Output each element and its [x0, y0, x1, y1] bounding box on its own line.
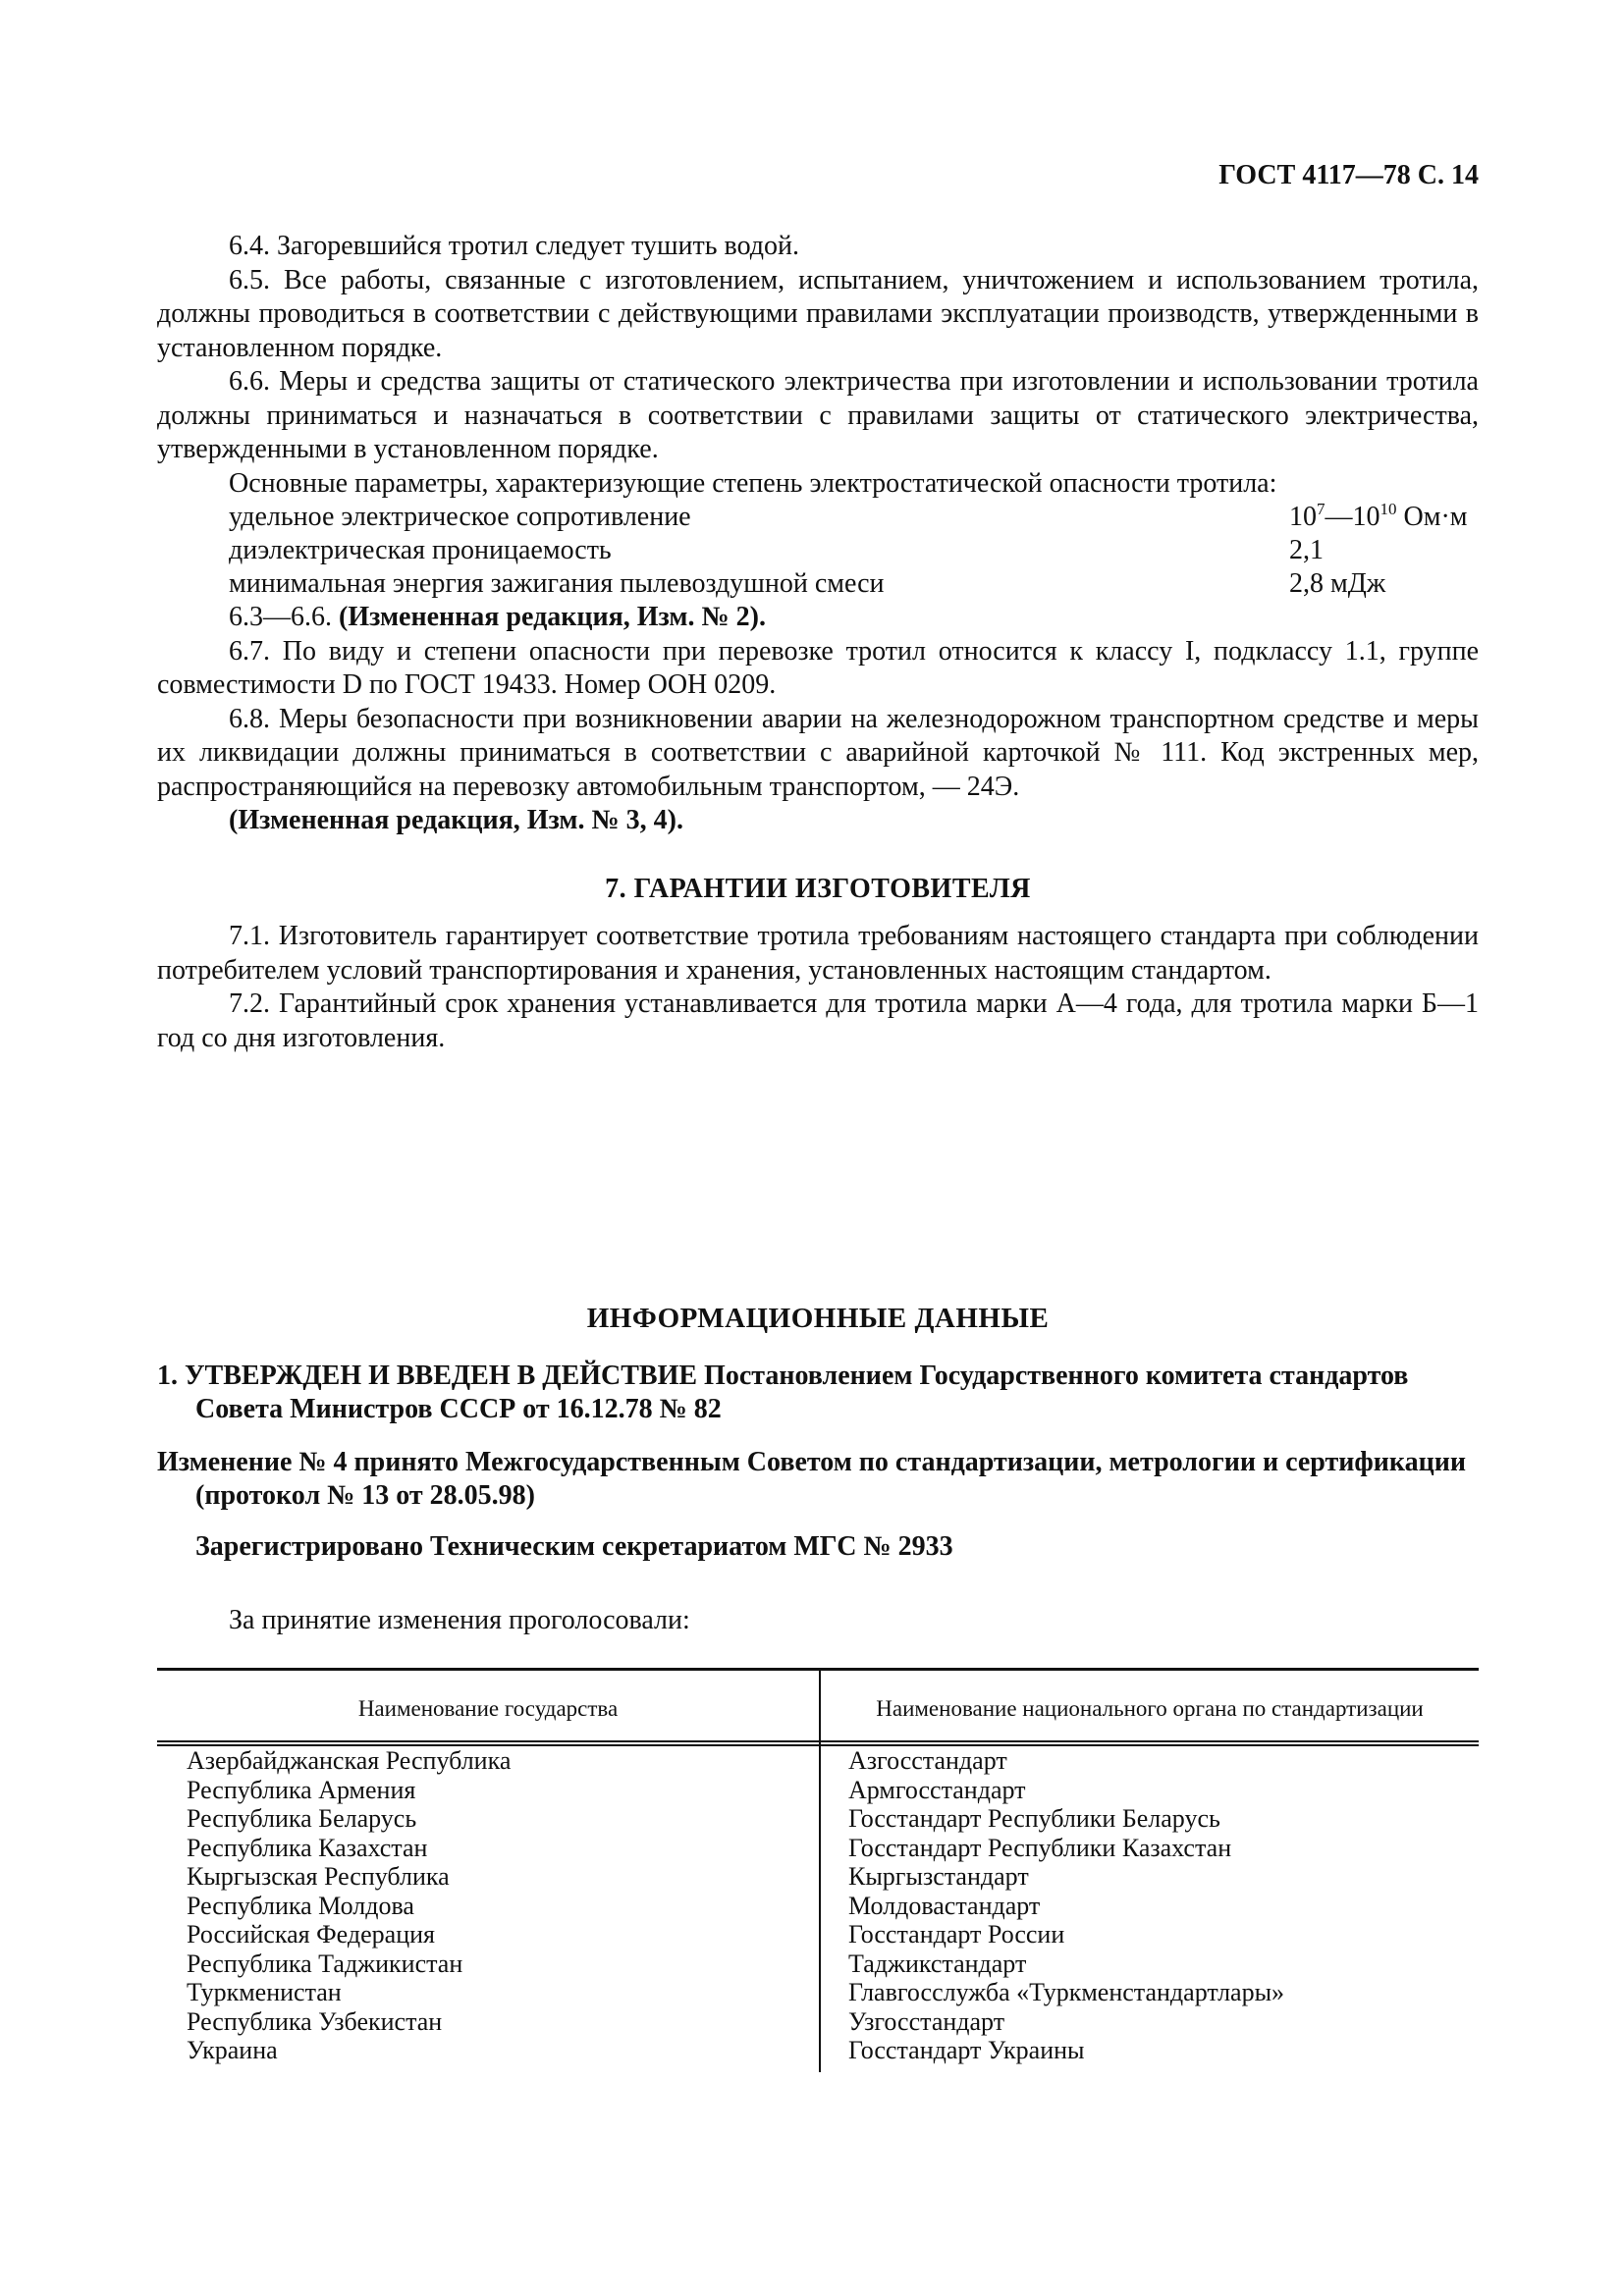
param-label: минимальная энергия зажигания пылевоздушной смеси: [229, 568, 885, 599]
info-amendment-4: [157, 1446, 1492, 1513]
table-cell-state: Российская Федерация: [187, 1920, 435, 1949]
paragraph-6-5: 6.5. Все работы, связанные с изготовлением, испытанием, уничтожением и использованием тротила, должны проводиться в соответствии с действующими правилами эксплуатации производств, утвержденными в установленном порядке.: [157, 264, 1479, 363]
info-title: ИНФОРМАЦИОННЫЕ ДАННЫЕ: [586, 1303, 1050, 1334]
amendment-note-6-3-6-6: 6.3—6.6. (Измененная редакция, Изм. № 2).: [229, 602, 766, 632]
param-value: 2,8 мДж: [1289, 568, 1386, 599]
running-header: ГОСТ 4117—78 С. 14: [1218, 160, 1479, 190]
table-cell-body: Госстандарт России: [848, 1920, 1065, 1949]
table-column-divider: [819, 1671, 821, 2072]
table-cell-body: Госстандарт Республики Казахстан: [848, 1833, 1232, 1862]
voted-intro: За принятие изменения проголосовали:: [229, 1605, 690, 1635]
table-cell-body: Госстандарт Украины: [848, 2036, 1085, 2064]
table-cell-state: Украина: [187, 2036, 278, 2064]
table-cell-body: Главгосслужба «Туркменстандартлары»: [848, 1978, 1285, 2006]
table-header-rule: [157, 1740, 1479, 1742]
section-7: [157, 920, 1479, 1055]
table-cell-body: Кыргызстандарт: [848, 1862, 1029, 1891]
table-column-bodies: [848, 1746, 1284, 2065]
amendment-4-line-2: (протокол № 13 от 28.05.98): [195, 1480, 535, 1511]
paragraph-7-1: 7.1. Изготовитель гарантирует соответствие тротила требованиям настоящего стандарта при соблюдении потребителем условий транспортирования и хранения, установленных настоящим стандартом.: [157, 921, 1479, 986]
section-6: [157, 230, 1479, 838]
paragraph-6-4: 6.4. Загоревшийся тротил следует тушить водой.: [229, 231, 799, 261]
params-intro: Основные параметры, характеризующие степень электростатической опасности тротила:: [229, 467, 1277, 499]
table-cell-state: Кыргызская Республика: [187, 1862, 450, 1891]
table-cell-state: Республика Армения: [187, 1775, 416, 1804]
param-value: 2,1: [1289, 535, 1324, 565]
param-row-resistivity: [229, 501, 1479, 534]
table-cell-state: Республика Таджикистан: [187, 1949, 463, 1978]
params-list: [157, 501, 1479, 601]
table-cell-state: Туркменистан: [187, 1978, 342, 2006]
param-row-permittivity: [229, 534, 1479, 567]
paragraph-6-7: 6.7. По виду и степени опасности при перевозке тротил относится к классу I, подклассу 1.1, группе совместимости D по ГОСТ 19433. Номер ООН 0209.: [157, 635, 1479, 700]
table-top-rule: [157, 1668, 1479, 1671]
table-cell-body: Госстандарт Республики Беларусь: [848, 1804, 1220, 1833]
registered-note: Зарегистрировано Техническим секретариатом МГС № 2933: [195, 1531, 953, 1562]
table-cell-body: Таджикстандарт: [848, 1949, 1027, 1978]
info-approval: [157, 1360, 1492, 1426]
table-column-states: [187, 1746, 511, 2065]
table-cell-body: Азгосстандарт: [848, 1746, 1007, 1775]
table-cell-state: Азербайджанская Республика: [187, 1746, 512, 1775]
table-header-body: Наименование национального органа по стандартизации: [876, 1696, 1424, 1721]
table-cell-body: Молдовастандарт: [848, 1891, 1041, 1920]
table-cell-state: Республика Казахстан: [187, 1833, 428, 1862]
approval-line-2: Совета Министров СССР от 16.12.78 № 82: [195, 1394, 722, 1424]
param-label: удельное электрическое сопротивление: [229, 502, 691, 532]
table-cell-body: Армгосстандарт: [848, 1775, 1026, 1804]
amendment-note-3-4: (Измененная редакция, Изм. № 3, 4).: [229, 805, 683, 835]
table-cell-state: Республика Беларусь: [187, 1804, 417, 1833]
section-7-title: 7. ГАРАНТИИ ИЗГОТОВИТЕЛЯ: [605, 874, 1031, 904]
param-row-ignition-energy: [229, 567, 1479, 601]
paragraph-6-8: 6.8. Меры безопасности при возникновении аварии на железнодорожном транспортном средстве и меры их ликвидации должны приниматься в соответствии с аварийной карточкой № 111. Код экстренных мер, распространяющийся на перевозку автомобильным транспортом, — 24Э.: [157, 703, 1479, 802]
param-label: диэлектрическая проницаемость: [229, 535, 612, 565]
table-header-state: Наименование государства: [357, 1696, 619, 1721]
table-cell-body: Узгосстандарт: [848, 2006, 1005, 2036]
param-value: $10^7—10^{10}$ Ом·м: [1289, 500, 1468, 532]
table-cell-state: Республика Узбекистан: [187, 2006, 443, 2036]
table-cell-state: Республика Молдова: [187, 1891, 414, 1920]
paragraph-7-2: 7.2. Гарантийный срок хранения устанавливается для тротила марки А—4 года, для тротила марки Б—1 год со дня изготовления.: [157, 988, 1479, 1053]
paragraph-6-6: 6.6. Меры и средства защиты от статического электричества при изготовлении и использовании тротила должны приниматься и назначаться в соответствии с правилами защиты от статического электричества, утвержденными в установленном порядке.: [157, 366, 1479, 464]
approval-line-1: 1. УТВЕРЖДЕН И ВВЕДЕН В ДЕЙСТВИЕ Постановлением Государственного комитета стандартов: [157, 1361, 1409, 1391]
amendment-4-line-1: Изменение № 4 принято Межгосударственным Советом по стандартизации, метрологии и сертификации: [157, 1447, 1467, 1477]
